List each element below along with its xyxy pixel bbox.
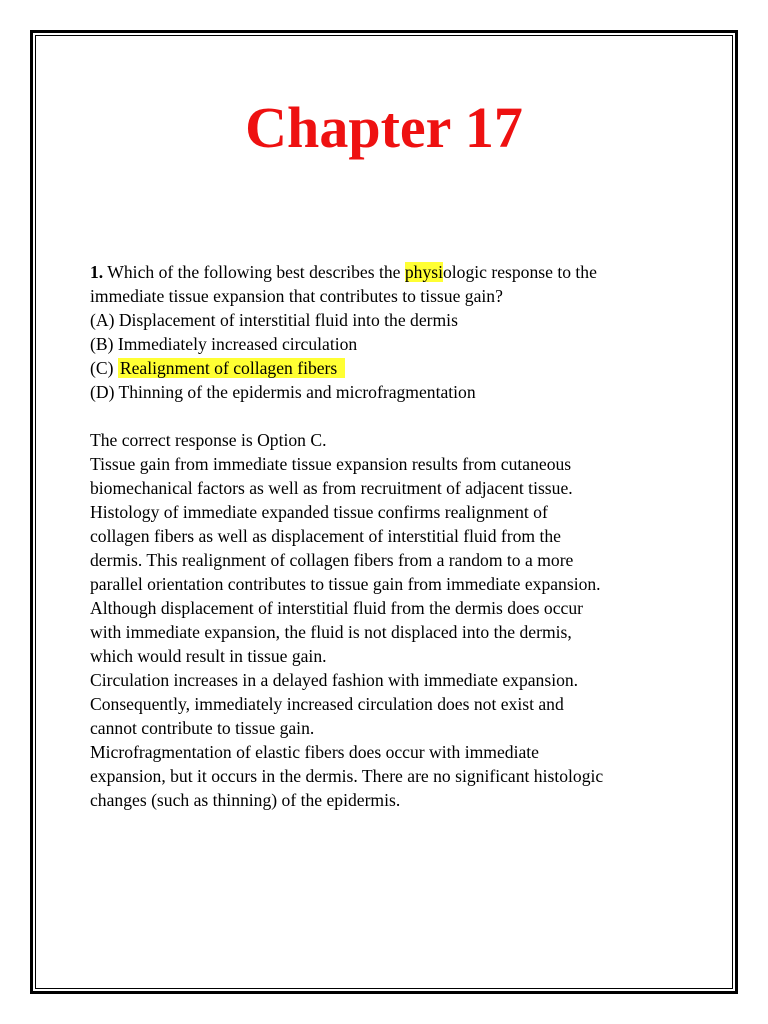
explanation-line: Histology of immediate expanded tissue confirms realignment of: [90, 502, 548, 522]
explanation-line: The correct response is Option C.: [90, 430, 327, 450]
explanation-line: Microfragmentation of elastic fibers does occur with immediate: [90, 742, 539, 762]
explanation-line: Circulation increases in a delayed fashion with immediate expansion.: [90, 670, 579, 690]
chapter-title: Chapter 17: [245, 95, 523, 160]
question-stem-line-1: [90, 260, 690, 284]
question-stem-text: Which of the following best describes the: [103, 262, 405, 282]
explanation-line: parallel orientation contributes to tissue gain from immediate expansion.: [90, 574, 601, 594]
explanation-line: collagen fibers as well as displacement of interstitial fluid from the: [90, 526, 561, 546]
explanation-line: cannot contribute to tissue gain.: [90, 718, 315, 738]
explanation-line: expansion, but it occurs in the dermis. There are no significant histologic: [90, 766, 604, 786]
explanation-line: biomechanical factors as well as from recruitment of adjacent tissue.: [90, 478, 573, 498]
option-b: (B) Immediately increased circulation: [90, 334, 358, 354]
explanation-line: with immediate expansion, the fluid is not displaced into the dermis,: [90, 622, 572, 642]
highlighted-text: physi: [404, 262, 443, 282]
option-c-highlighted-answer: Realignment of collagen fibers: [118, 358, 345, 378]
explanation-line: Although displacement of interstitial fluid from the dermis does occur: [90, 598, 583, 618]
option-a: (A) Displacement of interstitial fluid into the dermis: [90, 310, 458, 330]
explanation-line: Tissue gain from immediate tissue expansion results from cutaneous: [90, 454, 572, 474]
explanation-line: dermis. This realignment of collagen fibers from a random to a more: [90, 550, 574, 570]
option-c-prefix: (C): [90, 358, 118, 378]
question-number: 1.: [90, 262, 104, 282]
spacer: [90, 404, 690, 428]
question-content: [90, 260, 690, 812]
answer-explanation: [90, 428, 690, 812]
question-stem-text: ologic response to the: [442, 262, 597, 282]
explanation-line: Consequently, immediately increased circulation does not exist and: [90, 694, 564, 714]
option-d: (D) Thinning of the epidermis and microfragmentation: [90, 382, 476, 402]
explanation-line: changes (such as thinning) of the epidermis.: [90, 790, 401, 810]
explanation-line: which would result in tissue gain.: [90, 646, 327, 666]
question-stem-line-2: immediate tissue expansion that contributes to tissue gain?: [90, 286, 503, 306]
option-c: [90, 356, 690, 380]
